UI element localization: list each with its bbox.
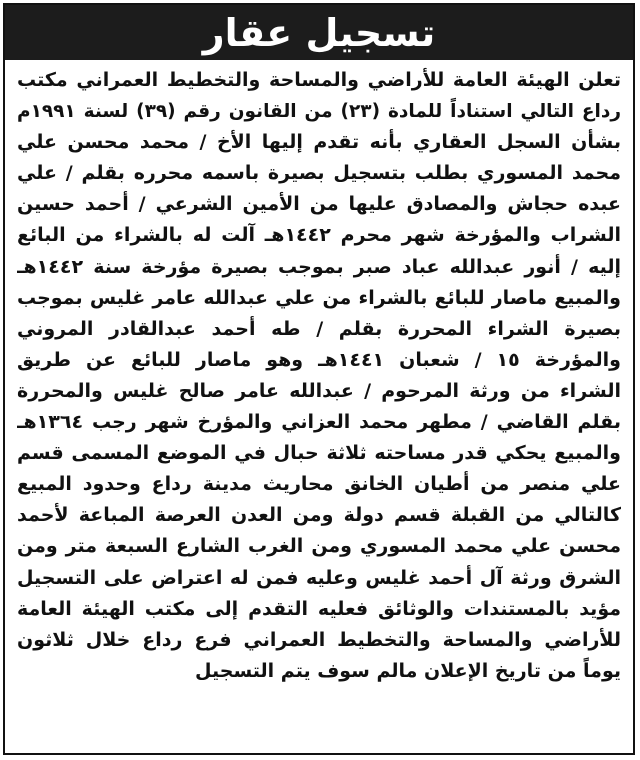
text-line: والمبيع يحكي قدر مساحته ثلاثة حبال في الموضع المسمى قسم [17,442,621,465]
text-line: تعلن الهيئة العامة للأراضي والمساحة والتخطيط العمراني مكتب [17,69,621,91]
text-line: الشراء من ورثة المرحوم / عبدالله عامر صالح غليس والمحررة [17,379,621,402]
text-line: كالتالي من القبلة قسم دولة ومن العدن العرصة المباعة لأحمد [17,504,621,527]
text-line: رداع التالي استناداً للمادة (٢٣) من القانون رقم (٣٩) لسنة ١٩٩١م [17,101,621,123]
text-line: إليه / أنور عبدالله عباد صبر بموجب بصيرة مؤرخة سنة ١٤٤٢هـ [17,255,621,278]
text-line: للأراضي والمساحة والتخطيط العمراني فرع رداع خلال ثلاثون [17,628,621,651]
notice-body [17,65,621,687]
text-line: علي منصر من أطيان الخانق محاريث مدينة رداع وحدود المبيع [17,473,621,496]
notice-title: تسجيل عقار [202,10,436,55]
text-line: الشراب والمؤرخة شهر محرم ١٤٤٢هـ آلت له بالشراء من البائع [17,224,621,247]
text-line: بقلم القاضي / مطهر محمد العزاني والمؤرخ شهر رجب ١٣٦٤هـ [17,411,621,434]
text-line: عبده حجاش والمصادق عليها من الأمين الشرعي / أحمد حسين [17,193,621,216]
text-line: محمد المسوري بطلب بتسجيل بصيرة باسمه محرره بقلم / علي [17,162,621,185]
text-line: مؤيد بالمستندات والوثائق فعليه التقدم إلى مكتب الهيئة العامة [17,597,621,620]
text-line: بشأن السجل العقاري بأنه تقدم إليها الأخ / محمد محسن علي [17,131,621,154]
text-line: بصيرة الشراء المحررة بقلم / طه أحمد عبدالقادر المروني [17,317,621,340]
property-registration-notice [3,3,635,755]
text-line: محسن علي محمد المسوري ومن الغرب الشارع السبعة متر ومن [17,535,621,558]
title-bar [5,5,633,60]
text-line: والمؤرخة ١٥ / شعبان ١٤٤١هـ وهو ماصار للبائع عن طريق [17,348,621,371]
text-line: الشرق ورثة آل أحمد غليس وعليه فمن له اعتراض على التسجيل [17,566,621,589]
text-line: يوماً من تاريخ الإعلان مالم سوف يتم التسجيل [195,659,621,682]
text-line: والمبيع ماصار للبائع بالشراء من علي عبدالله عامر غليس بموجب [17,286,621,309]
